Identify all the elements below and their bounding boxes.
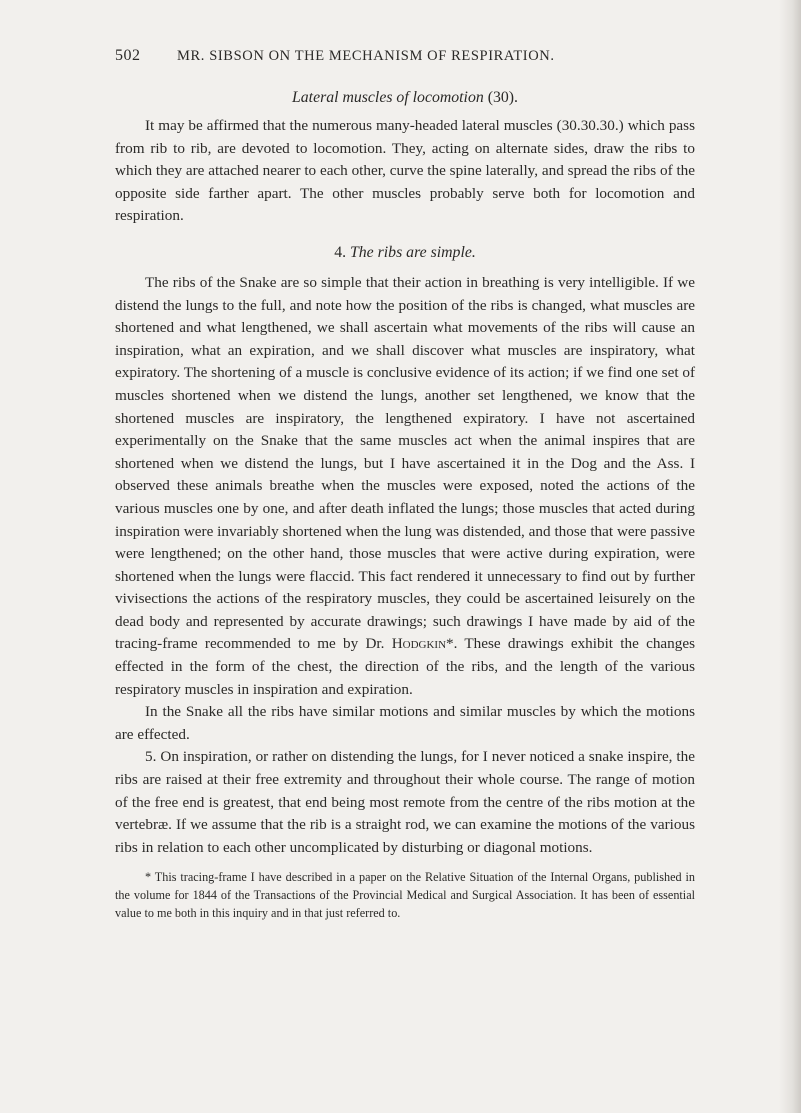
section-title: The ribs are simple. bbox=[350, 243, 476, 261]
footnote: * This tracing-frame I have described in a paper on the Relative Situation of the Internal Organs, published in the volume for 1844 of the Transactions of the Provincial Medical and Surgical Association. It has been of essential value to me both in this inquiry and in that just referred to. bbox=[115, 870, 695, 920]
running-header bbox=[115, 47, 695, 69]
section-heading-number: (30). bbox=[487, 89, 518, 106]
page-edge-shadow bbox=[779, 0, 801, 1113]
footnote-marker: * bbox=[446, 635, 454, 653]
section-heading-ribs-simple bbox=[115, 244, 695, 262]
paragraph-inspiration: 5. On inspiration, or rather on distending the lungs, for I never noticed a snake inspire, the ribs are raised at their free extremity and throughout their whole course. The range of motion of the free end is greatest, that end being most remote from the centre of the ribs motion at the vertebræ. If we assume that the rib is a straight rod, we can examine the motions of the various ribs in relation to each other uncomplicated by disturbing or diagonal motions. bbox=[115, 748, 695, 856]
section-number: 4. bbox=[334, 243, 347, 261]
paragraph-snake-motions: In the Snake all the ribs have similar motions and similar muscles by which the motions are effected. bbox=[115, 703, 695, 743]
paragraph-ribs-simple bbox=[115, 272, 695, 701]
page-number: 502 bbox=[115, 47, 141, 64]
book-page bbox=[115, 47, 695, 922]
paragraph-text-end: . These drawings exhibit the changes effected in the form of the chest, the direction of the ribs, and the length of the various respiratory muscles in inspiration and expiration. bbox=[115, 635, 695, 698]
paragraph-text: The ribs of the Snake are so simple that their action in breathing is very intelligible. If we distend the lungs to the full, and note how the position of the ribs is changed, what muscles are shortened and what lengthened, we shall ascertain what movements of the ribs will cause an inspiration, what an expiration, and we shall discover what muscles are inspiratory, what expiratory. The shortening of a muscle is conclusive evidence of its action; if we find one set of muscles shortened when we distend the lungs, another set lengthened, we know that the shortened muscles are inspiratory, the lengthened expiratory. I have not ascertained experimentally on the Snake that the same muscles act when the animal inspires that are shortened when we distend the lungs, but I have ascertained it in the Dog and the Ass. I observed these animals breathe when the muscles were exposed, noted the actions of the various muscles one by one, and after death inflated the lungs; those muscles that acted during inspiration were invariably shortened when the lung was distended, and those that were passive were lengthened; on the other hand, those muscles that were active during expiration, were shortened when the lungs were flaccid. This fact rendered it unnecessary to find out by further vivisections the actions of the respiratory muscles, they could be ascertained leisurely on the dead body and represented by accurate drawings; such drawings I have made by aid of the tracing-frame recommended to me by Dr. bbox=[115, 273, 695, 653]
section-heading-title: Lateral muscles of locomotion bbox=[292, 89, 484, 106]
paragraph-lateral-muscles: It may be affirmed that the numerous many-headed lateral muscles (30.30.30.) which pass from rib to rib, are devoted to locomotion. They, acting on alternate sides, draw the ribs to which they are attached nearer to each other, curve the spine laterally, and spread the ribs of the opposite side farther apart. The other muscles probably serve both for locomotion and respiration. bbox=[115, 117, 695, 225]
author-name: Hodgkin bbox=[391, 635, 447, 653]
running-title: MR. SIBSON ON THE MECHANISM OF RESPIRATION. bbox=[177, 48, 555, 64]
section-heading-lateral-muscles bbox=[115, 89, 695, 107]
